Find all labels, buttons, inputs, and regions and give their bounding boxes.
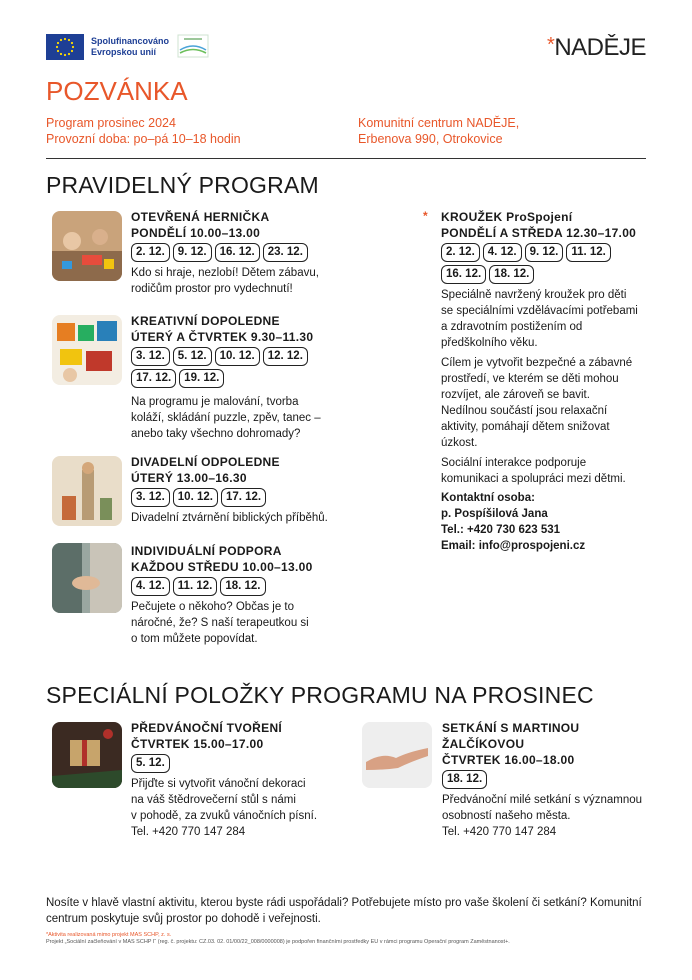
event-description: Předvánoční milé setkání s významnou osobností našeho města. Tel. +420 770 147 284 xyxy=(442,794,643,838)
date-badge: 4. 12. xyxy=(483,243,522,262)
event-creative-morning xyxy=(131,313,331,442)
date-badge: 11. 12. xyxy=(566,243,611,262)
date-badge: 10. 12. xyxy=(215,347,260,366)
event-description: Přijďte si vytvořit vánoční dekoraci na váš štědrovečerní stůl s námi v pohodě, za zvuků vánočních písní. Tel. +420 770 147 284 xyxy=(131,778,318,838)
event-title: INDIVIDUÁLNÍ PODPORA xyxy=(131,544,282,558)
support-photo xyxy=(52,543,122,613)
event-title-cont: ŽALČÍKOVOU xyxy=(442,737,525,751)
event-description: Divadelní ztvárnění biblických příběhů. xyxy=(131,512,328,524)
footnotes: *Aktivita realizovaná mimo projekt MAS SCHP, z. s. Projekt „Sociální začleňování v MAS SCHP I“ (reg. č. projektu: CZ.03. 02. 01/00/22_008/0000008) je podpořen finančními prostředky EU v rámci programu Operační program Zaměstnanost+. xyxy=(46,932,510,945)
eu-cofunded-text: Spolufinancováno Evropskou unií xyxy=(91,36,170,57)
event-title: OTEVŘENÁ HERNIČKA xyxy=(131,210,270,224)
event-description: Speciálně navržený kroužek pro děti se speciálními vzdělávacími potřebami a zdravotním postižením od předškolního věku. xyxy=(441,289,638,349)
event-time: ČTVRTEK 15.00–17.00 xyxy=(131,737,264,751)
handshake-photo xyxy=(362,722,432,788)
date-badge: 12. 12. xyxy=(263,347,308,366)
event-time: ÚTERÝ 13.00–16.30 xyxy=(131,471,247,485)
theatre-photo xyxy=(52,456,122,526)
nadeje-logo: *NADĚJE xyxy=(547,34,646,61)
event-time: KAŽDOU STŘEDU 10.00–13.00 xyxy=(131,560,313,574)
date-badge: 17. 12. xyxy=(131,369,176,388)
contact-phone[interactable]: Tel.: +420 730 623 531 xyxy=(441,524,561,536)
date-badge: 3. 12. xyxy=(131,488,170,507)
mas-logo xyxy=(176,33,210,59)
event-description: Pečujete o někoho? Občas je to náročné, že? S naší terapeutkou si o tom můžete popovídat. xyxy=(131,601,309,645)
program-info: Program prosinec 2024 Provozní doba: po–pá 10–18 hodin xyxy=(46,116,241,146)
date-badge: 18. 12. xyxy=(442,770,487,789)
footer-note: Nosíte v hlavě vlastní aktivitu, kterou byste rádi uspořádali? Potřebujete místo pro vaše školení či setkání? Komunitní centrum poskytuje svůj prostor po dohodě i veřejnosti. xyxy=(46,897,642,925)
event-description: Kdo si hraje, nezlobí! Dětem zábavu, rodičům prostor pro vydechnutí! xyxy=(131,267,319,295)
date-badge: 9. 12. xyxy=(173,243,212,262)
event-title: * KROUŽEK ProSpojení xyxy=(423,209,573,224)
contact-block xyxy=(433,490,653,554)
event-prospojeni-club xyxy=(423,209,653,554)
contact-email[interactable]: Email: info@prospojeni.cz xyxy=(441,540,586,552)
special-event-christmas-crafting xyxy=(131,720,351,840)
date-badge: 5. 12. xyxy=(173,347,212,366)
date-badge: 23. 12. xyxy=(263,243,308,262)
contact-name: p. Pospíšilová Jana xyxy=(441,508,548,520)
contact-heading: Kontaktní osoba: xyxy=(441,492,535,504)
date-badge: 19. 12. xyxy=(179,369,224,388)
date-badge: 18. 12. xyxy=(489,265,534,284)
date-badge: 10. 12. xyxy=(173,488,218,507)
date-badge: 2. 12. xyxy=(441,243,480,262)
event-title: PŘEDVÁNOČNÍ TVOŘENÍ xyxy=(131,721,283,735)
event-title: SETKÁNÍ S MARTINOU xyxy=(442,721,580,735)
date-badge: 3. 12. xyxy=(131,347,170,366)
event-time: ÚTERÝ A ČTVRTEK 9.30–11.30 xyxy=(131,330,314,344)
creative-photo xyxy=(52,315,122,385)
date-badge: 16. 12. xyxy=(215,243,260,262)
playroom-photo xyxy=(52,211,122,281)
regular-program-heading: PRAVIDELNÝ PROGRAM xyxy=(46,172,319,198)
eu-flag-logo xyxy=(46,34,84,60)
date-badge: 9. 12. xyxy=(525,243,564,262)
event-title: KREATIVNÍ DOPOLEDNE xyxy=(131,314,280,328)
event-goal-text: Cílem je vytvořit bezpečné a zábavné prostředí, ve kterém se děti mohou rozvíjet, ale zároveň se bavit. Nedílnou součástí jsou relaxační aktivity, pomáhají dětem snižovat úzkost. xyxy=(441,357,633,449)
date-badge: 2. 12. xyxy=(131,243,170,262)
date-badge: 4. 12. xyxy=(131,577,170,596)
special-event-martina-meeting xyxy=(442,720,657,840)
page-title: POZVÁNKA xyxy=(46,76,188,106)
date-badge: 17. 12. xyxy=(221,488,266,507)
date-badge: 5. 12. xyxy=(131,754,170,773)
event-time: ČTVRTEK 16.00–18.00 xyxy=(442,753,575,767)
divider xyxy=(46,158,646,159)
event-social-text: Sociální interakce podporuje komunikaci a spolupráci mezi dětmi. xyxy=(441,457,626,485)
address-info: Komunitní centrum NADĚJE, Erbenova 990, Otrokovice xyxy=(358,116,520,146)
special-program-heading: SPECIÁLNÍ POLOŽKY PROGRAMU NA PROSINEC xyxy=(46,682,594,708)
date-badge: 18. 12. xyxy=(220,577,265,596)
event-open-playroom xyxy=(131,209,331,297)
date-badge: 11. 12. xyxy=(173,577,218,596)
event-theatre-afternoon xyxy=(131,454,351,526)
event-individual-support xyxy=(131,543,341,647)
event-title: DIVADELNÍ ODPOLEDNE xyxy=(131,455,280,469)
christmas-craft-photo xyxy=(52,722,122,788)
date-badge: 16. 12. xyxy=(441,265,486,284)
event-time: PONDĚLÍ 10.00–13.00 xyxy=(131,226,261,240)
event-time: PONDĚLÍ A STŘEDA 12.30–17.00 xyxy=(441,226,637,240)
event-description: Na programu je malování, tvorba koláží, skládání puzzle, zpěv, tanec – anebo taky všechno dohromady? xyxy=(131,396,321,440)
